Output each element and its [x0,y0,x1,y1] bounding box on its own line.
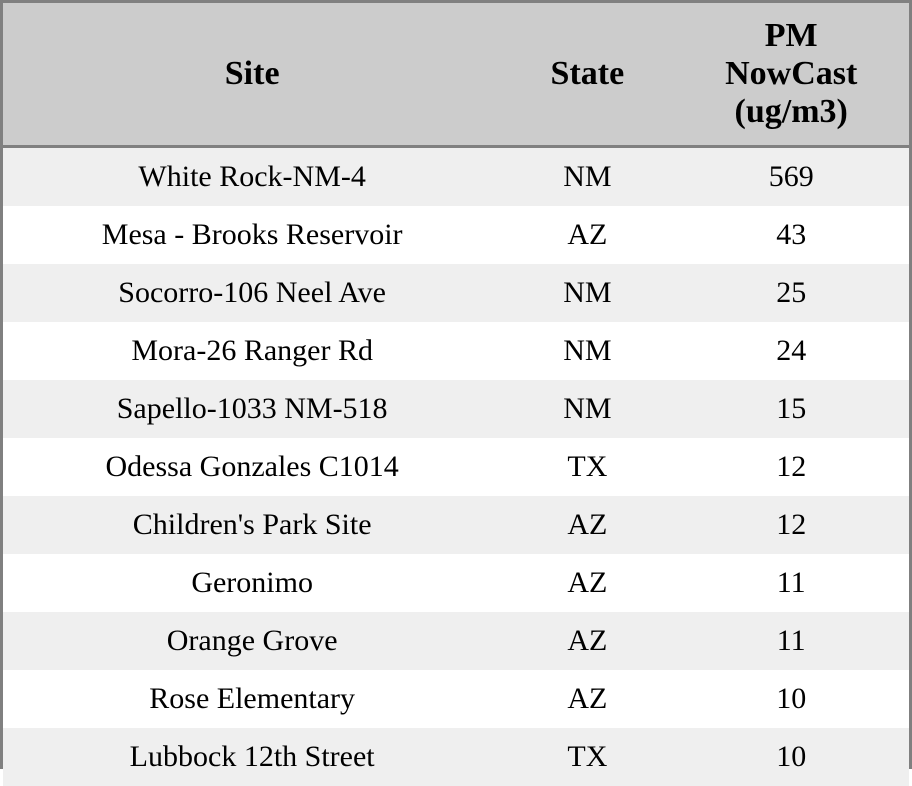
cell-site: Rose Elementary [3,670,501,728]
cell-state: TX [501,728,673,786]
cell-state: NM [501,380,673,438]
cell-pm: 569 [673,147,909,207]
cell-site: Lubbock 12th Street [3,728,501,786]
table-row [3,554,909,612]
table-row [3,496,909,554]
cell-state: NM [501,322,673,380]
cell-site: Odessa Gonzales C1014 [3,438,501,496]
cell-pm: 24 [673,322,909,380]
table-row [3,322,909,380]
column-header-state-label: State [551,55,625,92]
cell-site: Children's Park Site [3,496,501,554]
cell-pm: 12 [673,496,909,554]
cell-pm: 11 [673,612,909,670]
table-body [3,147,909,786]
cell-site: Mesa - Brooks Reservoir [3,206,501,264]
table-row [3,380,909,438]
column-header-pm-nowcast [673,3,909,147]
cell-state: AZ [501,206,673,264]
table-row [3,147,909,207]
cell-state: NM [501,147,673,207]
cell-state: AZ [501,612,673,670]
cell-pm: 25 [673,264,909,322]
cell-state: AZ [501,670,673,728]
table-header [3,3,909,147]
cell-state: TX [501,438,673,496]
cell-site: Mora-26 Ranger Rd [3,322,501,380]
cell-site: Orange Grove [3,612,501,670]
cell-pm: 10 [673,728,909,786]
cell-pm: 11 [673,554,909,612]
cell-state: NM [501,264,673,322]
column-header-pm-line1: PM [765,17,818,54]
cell-state: AZ [501,554,673,612]
table-row [3,438,909,496]
cell-pm: 10 [673,670,909,728]
cell-site: Socorro-106 Neel Ave [3,264,501,322]
cell-pm: 43 [673,206,909,264]
table-row [3,670,909,728]
column-header-pm-line3: (ug/m3) [735,93,848,130]
table-row [3,206,909,264]
cell-pm: 15 [673,380,909,438]
column-header-pm-line2: NowCast [725,55,857,92]
table-row [3,612,909,670]
table-row [3,264,909,322]
column-header-site-label: Site [225,55,280,92]
cell-site: White Rock-NM-4 [3,147,501,207]
cell-site: Sapello-1033 NM-518 [3,380,501,438]
table-header-row [3,3,909,147]
air-quality-table [3,3,909,786]
table-row [3,728,909,786]
cell-pm: 12 [673,438,909,496]
column-header-state [501,3,673,147]
cell-state: AZ [501,496,673,554]
column-header-site [3,3,501,147]
cell-site: Geronimo [3,554,501,612]
